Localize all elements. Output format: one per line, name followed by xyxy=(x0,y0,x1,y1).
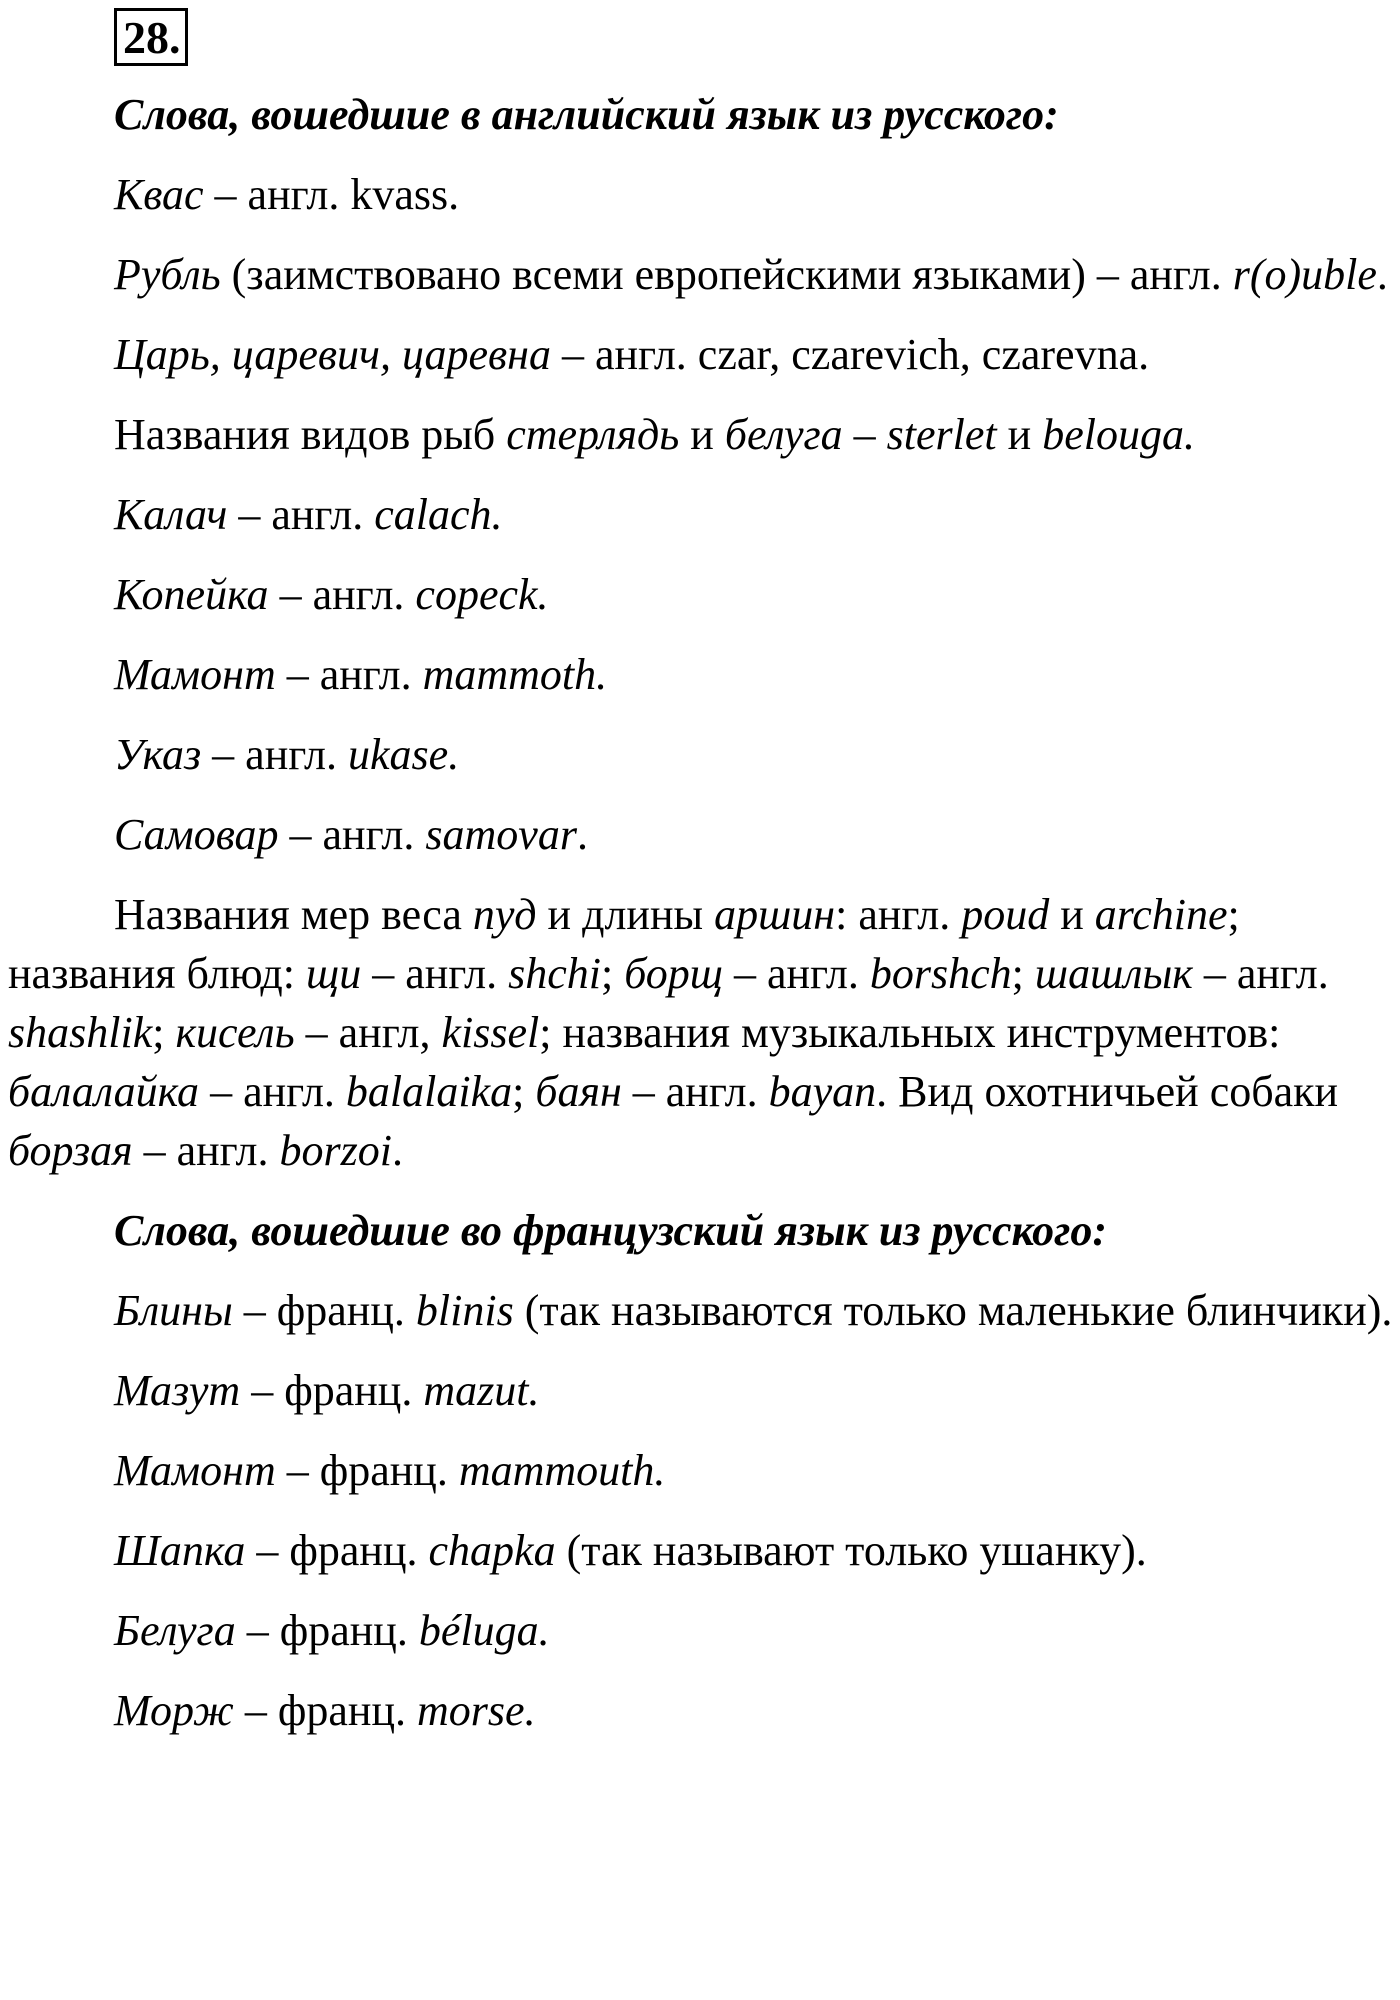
en-word: shchi xyxy=(508,949,601,998)
fr-word: blinis xyxy=(415,1286,514,1335)
entry-text: – англ. xyxy=(275,650,423,699)
en-word: archine xyxy=(1094,890,1228,939)
en-word: kissel xyxy=(441,1008,540,1057)
ru-word: Квас xyxy=(114,170,204,219)
ru-word: Блины xyxy=(114,1286,233,1335)
text-part: Названия мер веса xyxy=(114,890,473,939)
entry-tsar xyxy=(8,325,1393,384)
text-part: – англ. xyxy=(132,1126,280,1175)
entry-end: . xyxy=(1376,250,1388,299)
entry-end: . xyxy=(576,810,588,859)
text-part: – англ. xyxy=(722,949,870,998)
entry-text: (так называют только ушанку). xyxy=(555,1526,1147,1575)
section-heading-english: Слова, вошедшие в английский язык из русского: xyxy=(114,90,1059,139)
entry-text: – англ. kvass. xyxy=(203,170,460,219)
ru-word: Белуга xyxy=(114,1606,236,1655)
en-word: borzoi xyxy=(279,1126,392,1175)
entry-kvas xyxy=(8,165,1393,224)
text-part: Названия видов рыб xyxy=(114,410,507,459)
entry-text: (заимствовано всеми европейскими языками) – англ. xyxy=(220,250,1233,299)
entry-text: – англ. czar, czarevich, czarevna. xyxy=(550,330,1150,379)
en-word: bayan xyxy=(768,1067,877,1116)
ru-word: кисель xyxy=(175,1008,295,1057)
ru-word: Шапка xyxy=(114,1526,246,1575)
en-word: ukase. xyxy=(348,730,460,779)
en-word: samovar xyxy=(425,810,577,859)
ru-word: Морж xyxy=(114,1686,234,1735)
en-word: copeck. xyxy=(415,570,549,619)
text-part: ; xyxy=(1011,949,1035,998)
entry-kalach xyxy=(8,485,1393,544)
text-part: – англ, xyxy=(294,1008,442,1057)
entry-rubl xyxy=(8,245,1393,304)
entry-text: – франц. xyxy=(233,1686,418,1735)
text-part: и xyxy=(996,410,1043,459)
entry-text: – франц. xyxy=(240,1366,424,1415)
entry-mamont-en xyxy=(8,645,1393,704)
ru-word: Царь, царевич, царевна xyxy=(114,330,551,379)
text-part: – англ. xyxy=(361,949,509,998)
en-word: belouga. xyxy=(1042,410,1195,459)
entry-beluga xyxy=(8,1601,1393,1660)
entry-text: – англ. xyxy=(201,730,349,779)
ru-word: аршин xyxy=(714,890,836,939)
text-part: : англ. xyxy=(835,890,962,939)
entry-text: – англ. xyxy=(227,490,375,539)
en-word: r(o)uble xyxy=(1232,250,1377,299)
text-part: и xyxy=(1049,890,1095,939)
en-word: balalaika xyxy=(345,1067,513,1116)
ru-word: балалайка xyxy=(8,1067,200,1116)
ru-word: борщ xyxy=(624,949,723,998)
entry-text: – англ. xyxy=(268,570,416,619)
ru-word: шашлык xyxy=(1034,949,1193,998)
entry-text: – англ. xyxy=(278,810,426,859)
ru-word: Самовар xyxy=(114,810,279,859)
ru-word: Указ xyxy=(114,730,202,779)
en-word: borshch xyxy=(869,949,1012,998)
text-part: ; названия блюд: xyxy=(8,890,1240,998)
en-word: poud xyxy=(961,890,1050,939)
ru-word: Мамонт xyxy=(114,1446,276,1495)
ru-word: щи xyxy=(306,949,362,998)
entry-shapka xyxy=(8,1521,1393,1580)
document-body xyxy=(8,85,1393,1740)
fr-word: morse. xyxy=(417,1686,536,1735)
entry-morzh xyxy=(8,1681,1393,1740)
entry-fish xyxy=(8,405,1393,464)
text-part: и xyxy=(679,410,725,459)
ru-word: Копейка xyxy=(114,570,269,619)
entry-samovar xyxy=(8,805,1393,864)
text-part: – англ. xyxy=(199,1067,346,1116)
task-number: 28. xyxy=(123,12,181,63)
text-part: . Вид охотничьей собаки xyxy=(876,1067,1339,1116)
ru-word: Мамонт xyxy=(114,650,276,699)
en-word: calach. xyxy=(374,490,503,539)
entry-bliny xyxy=(8,1281,1393,1340)
entry-text: – франц. xyxy=(235,1606,419,1655)
entry-text: – франц. xyxy=(245,1526,429,1575)
text-part: . xyxy=(391,1126,403,1175)
text-part: ; xyxy=(152,1008,176,1057)
ru-word: борзая xyxy=(8,1126,133,1175)
ru-word: белуга – sterlet xyxy=(724,410,997,459)
entry-text: – франц. xyxy=(275,1446,459,1495)
ru-word: стерлядь xyxy=(506,410,680,459)
section-heading-french: Слова, вошедшие во французский язык из русского: xyxy=(114,1206,1108,1255)
entry-kopeyka xyxy=(8,565,1393,624)
text-part: – англ. xyxy=(1192,949,1329,998)
ru-word: Мазут xyxy=(114,1366,241,1415)
fr-word: mammouth. xyxy=(458,1446,666,1495)
text-part: и длины xyxy=(536,890,715,939)
text-part: – англ. xyxy=(621,1067,769,1116)
entry-mamont-fr xyxy=(8,1441,1393,1500)
ru-word: Калач xyxy=(114,490,228,539)
task-number-box xyxy=(114,8,188,66)
text-part: ; xyxy=(600,949,625,998)
en-word: shashlik xyxy=(8,1008,153,1057)
entry-mazut xyxy=(8,1361,1393,1420)
entry-text: – франц. xyxy=(232,1286,416,1335)
fr-word: mazut. xyxy=(423,1366,540,1415)
fr-word: chapka xyxy=(428,1526,556,1575)
entry-ukaz xyxy=(8,725,1393,784)
ru-word: пуд xyxy=(472,890,537,939)
ru-word: баян xyxy=(535,1067,622,1116)
text-part: ; xyxy=(512,1067,536,1116)
fr-word: béluga. xyxy=(418,1606,550,1655)
entry-text: (так называются только маленькие блинчики). xyxy=(513,1286,1393,1335)
en-word: mammoth. xyxy=(422,650,608,699)
text-part: ; названия музыкальных инструментов: xyxy=(539,1008,1281,1057)
ru-word: Рубль xyxy=(114,250,221,299)
entry-measures-dishes xyxy=(8,885,1393,1180)
